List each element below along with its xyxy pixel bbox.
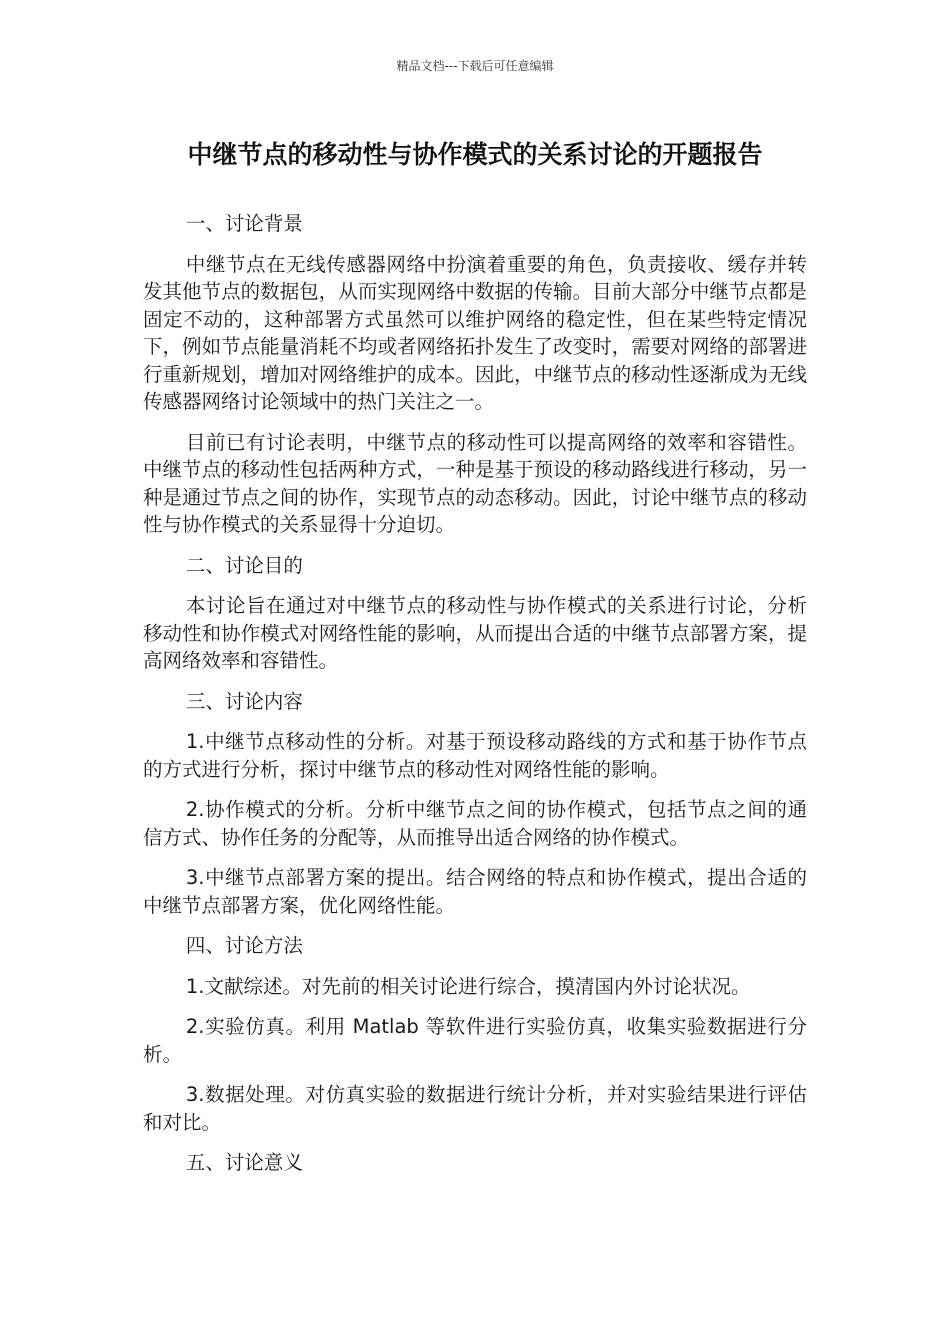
section-heading: 四、讨论方法	[185, 934, 303, 957]
document-body	[143, 210, 807, 1190]
section-heading: 三、讨论内容	[185, 689, 303, 713]
body-paragraph: 目前已有讨论表明，中继节点的移动性可以提高网络的效率和容错性。中继节点的移动性包括两种方式，一种是基于预设的移动路线进行移动，另一种是通过节点之间的协作，实现节点的动态移动。因此，讨论中继节点的移动性与协作模式的关系显得十分迫切。	[143, 430, 807, 536]
section-heading: 二、讨论目的	[185, 553, 303, 577]
section-heading: 五、讨论意义	[185, 1151, 303, 1174]
list-item-paragraph: 2.协作模式的分析。分析中继节点之间的协作模式，包括节点之间的通信方式、协作任务的分配等，从而推导出适合网络的协作模式。	[143, 798, 807, 849]
document-title: 中继节点的移动性与协作模式的关系讨论的开题报告	[187, 140, 763, 169]
list-item-paragraph: 2.实验仿真。利用 Matlab 等软件进行实验仿真，收集实验数据进行分析。	[143, 1015, 807, 1066]
page-header-watermark: 精品文档---下载后可任意编辑	[396, 59, 554, 73]
body-paragraph: 本讨论旨在通过对中继节点的移动性与协作模式的关系进行讨论，分析移动性和协作模式对网络性能的影响，从而提出合适的中继节点部署方案，提高网络效率和容错性。	[143, 594, 807, 672]
body-paragraph: 中继节点在无线传感器网络中扮演着重要的角色，负责接收、缓存并转发其他节点的数据包，从而实现网络中数据的传输。目前大部分中继节点都是固定不动的，这种部署方式虽然可以维护网络的稳定性，但在某些特定情况下，例如节点能量消耗不均或者网络拓扑发生了改变时，需要对网络的部署进行重新规划，增加对网络维护的成本。因此，中继节点的移动性逐渐成为无线传感器网络讨论领域中的热门关注之一。	[143, 252, 807, 413]
list-item-paragraph: 3.数据处理。对仿真实验的数据进行统计分析，并对实验结果进行评估和对比。	[143, 1083, 807, 1134]
list-item-paragraph: 3.中继节点部署方案的提出。结合网络的特点和协作模式，提出合适的中继节点部署方案，优化网络性能。	[143, 866, 807, 917]
list-item-paragraph: 1.中继节点移动性的分析。对基于预设移动路线的方式和基于协作节点的方式进行分析，探讨中继节点的移动性对网络性能的影响。	[143, 730, 807, 781]
list-item-paragraph: 1.文献综述。对先前的相关讨论进行综合，摸清国内外讨论状况。	[185, 974, 751, 998]
section-heading: 一、讨论背景	[185, 212, 303, 235]
